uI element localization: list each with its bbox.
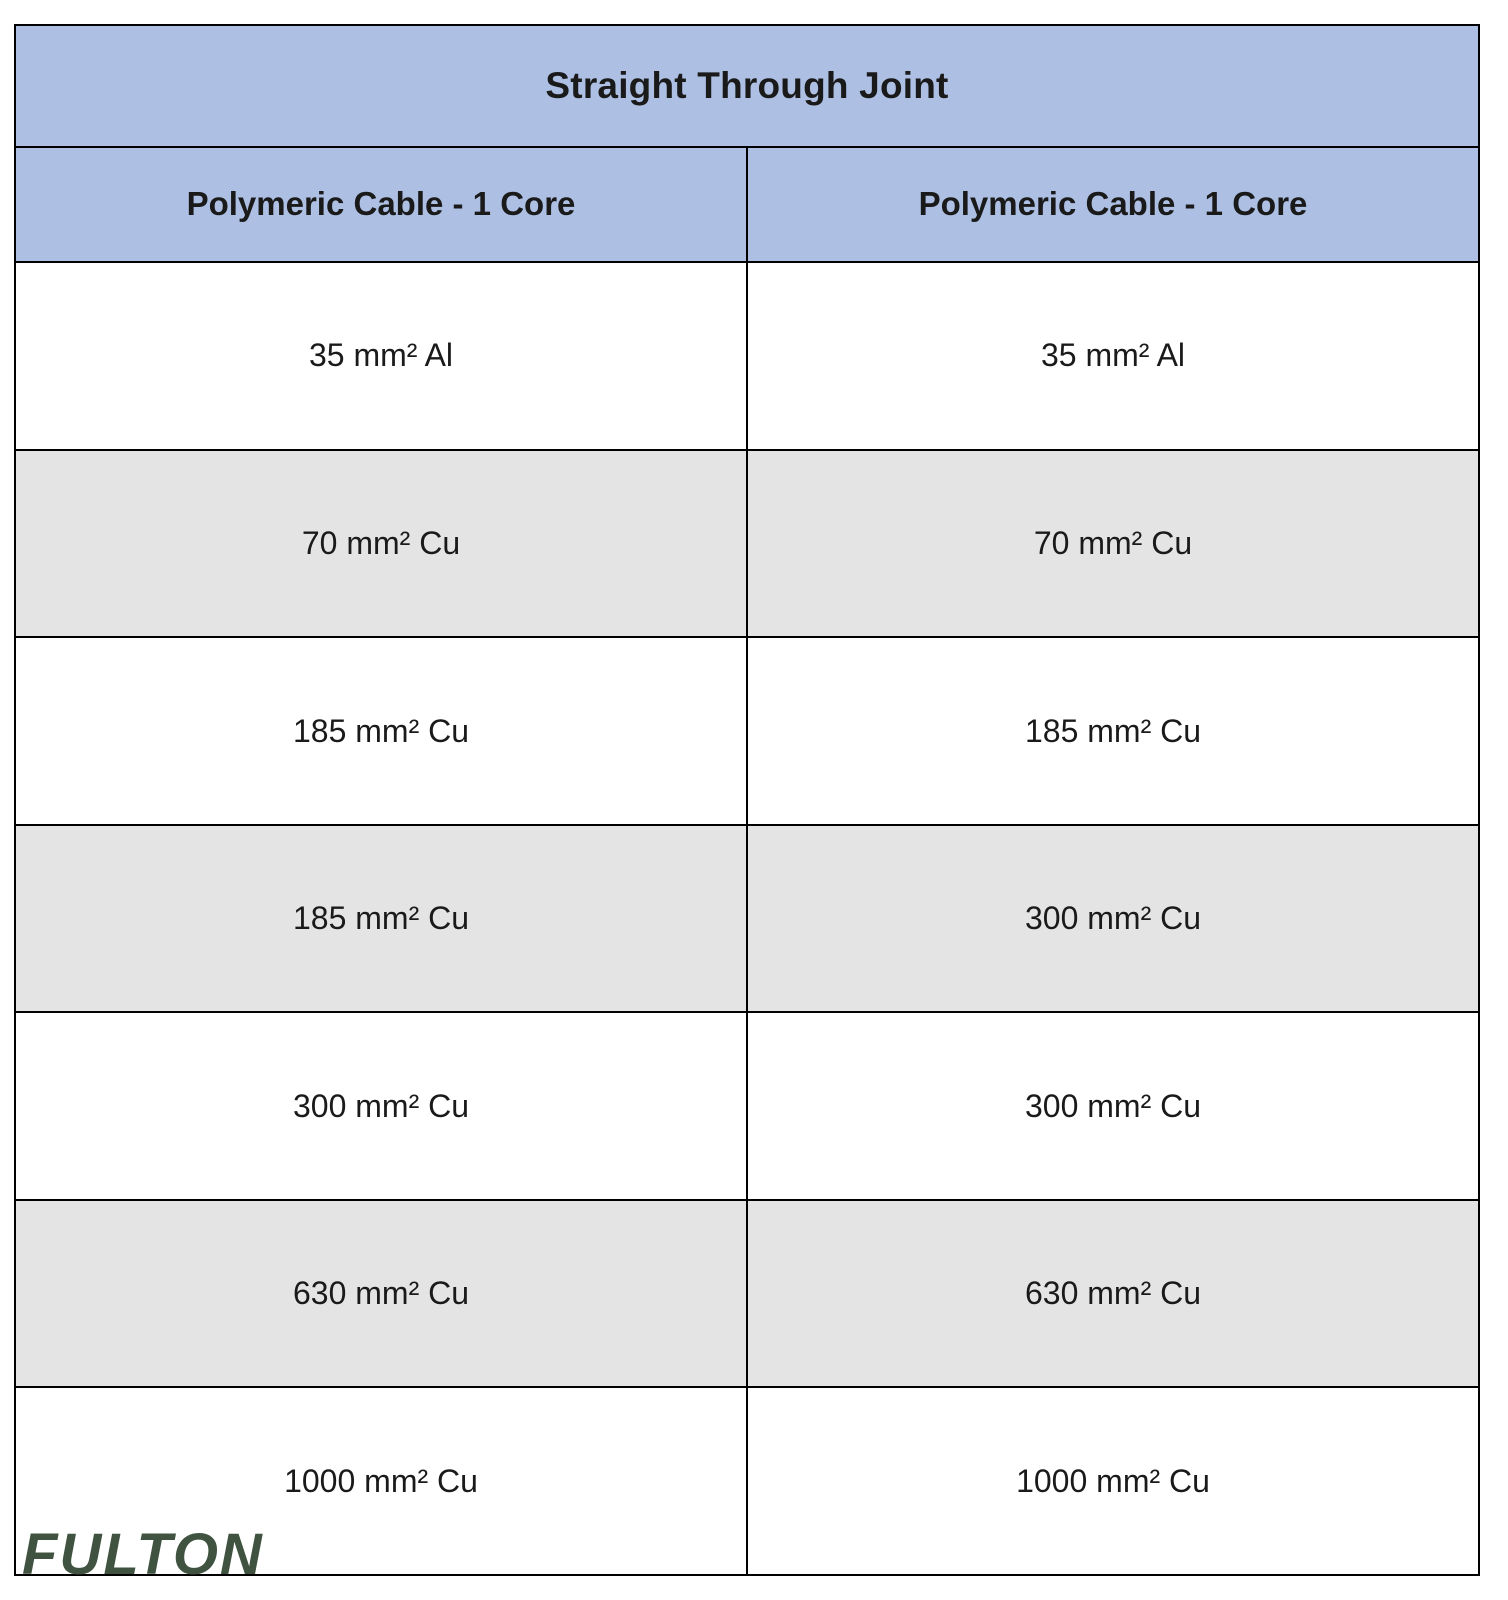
spec-table-container — [14, 24, 1480, 1576]
table-row — [15, 1200, 1479, 1388]
table-title: Straight Through Joint — [15, 25, 1479, 147]
cell-left: 630 mm² Cu — [15, 1200, 747, 1388]
column-header-right: Polymeric Cable - 1 Core — [747, 147, 1479, 263]
table-title-row — [15, 25, 1479, 147]
column-header-left: Polymeric Cable - 1 Core — [15, 147, 747, 263]
cell-right: 300 mm² Cu — [747, 1012, 1479, 1200]
cell-left: 35 mm² Al — [15, 262, 747, 450]
table-row — [15, 1012, 1479, 1200]
cell-left: 70 mm² Cu — [15, 450, 747, 638]
fulton-logo-text: FULTON — [22, 1522, 264, 1587]
cell-right: 630 mm² Cu — [747, 1200, 1479, 1388]
table-row — [15, 637, 1479, 825]
table-row — [15, 825, 1479, 1013]
cell-right: 185 mm² Cu — [747, 637, 1479, 825]
table-row — [15, 262, 1479, 450]
cell-right: 70 mm² Cu — [747, 450, 1479, 638]
cell-right: 1000 mm² Cu — [747, 1387, 1479, 1575]
table-row — [15, 450, 1479, 638]
cell-left: 185 mm² Cu — [15, 637, 747, 825]
cell-right: 35 mm² Al — [747, 262, 1479, 450]
cell-right: 300 mm² Cu — [747, 825, 1479, 1013]
table-row — [15, 1387, 1479, 1575]
cell-left: 1000 mm² Cu — [15, 1387, 747, 1575]
cell-left: 300 mm² Cu — [15, 1012, 747, 1200]
table-header-row — [15, 147, 1479, 263]
straight-through-joint-table — [14, 24, 1480, 1576]
cell-left: 185 mm² Cu — [15, 825, 747, 1013]
